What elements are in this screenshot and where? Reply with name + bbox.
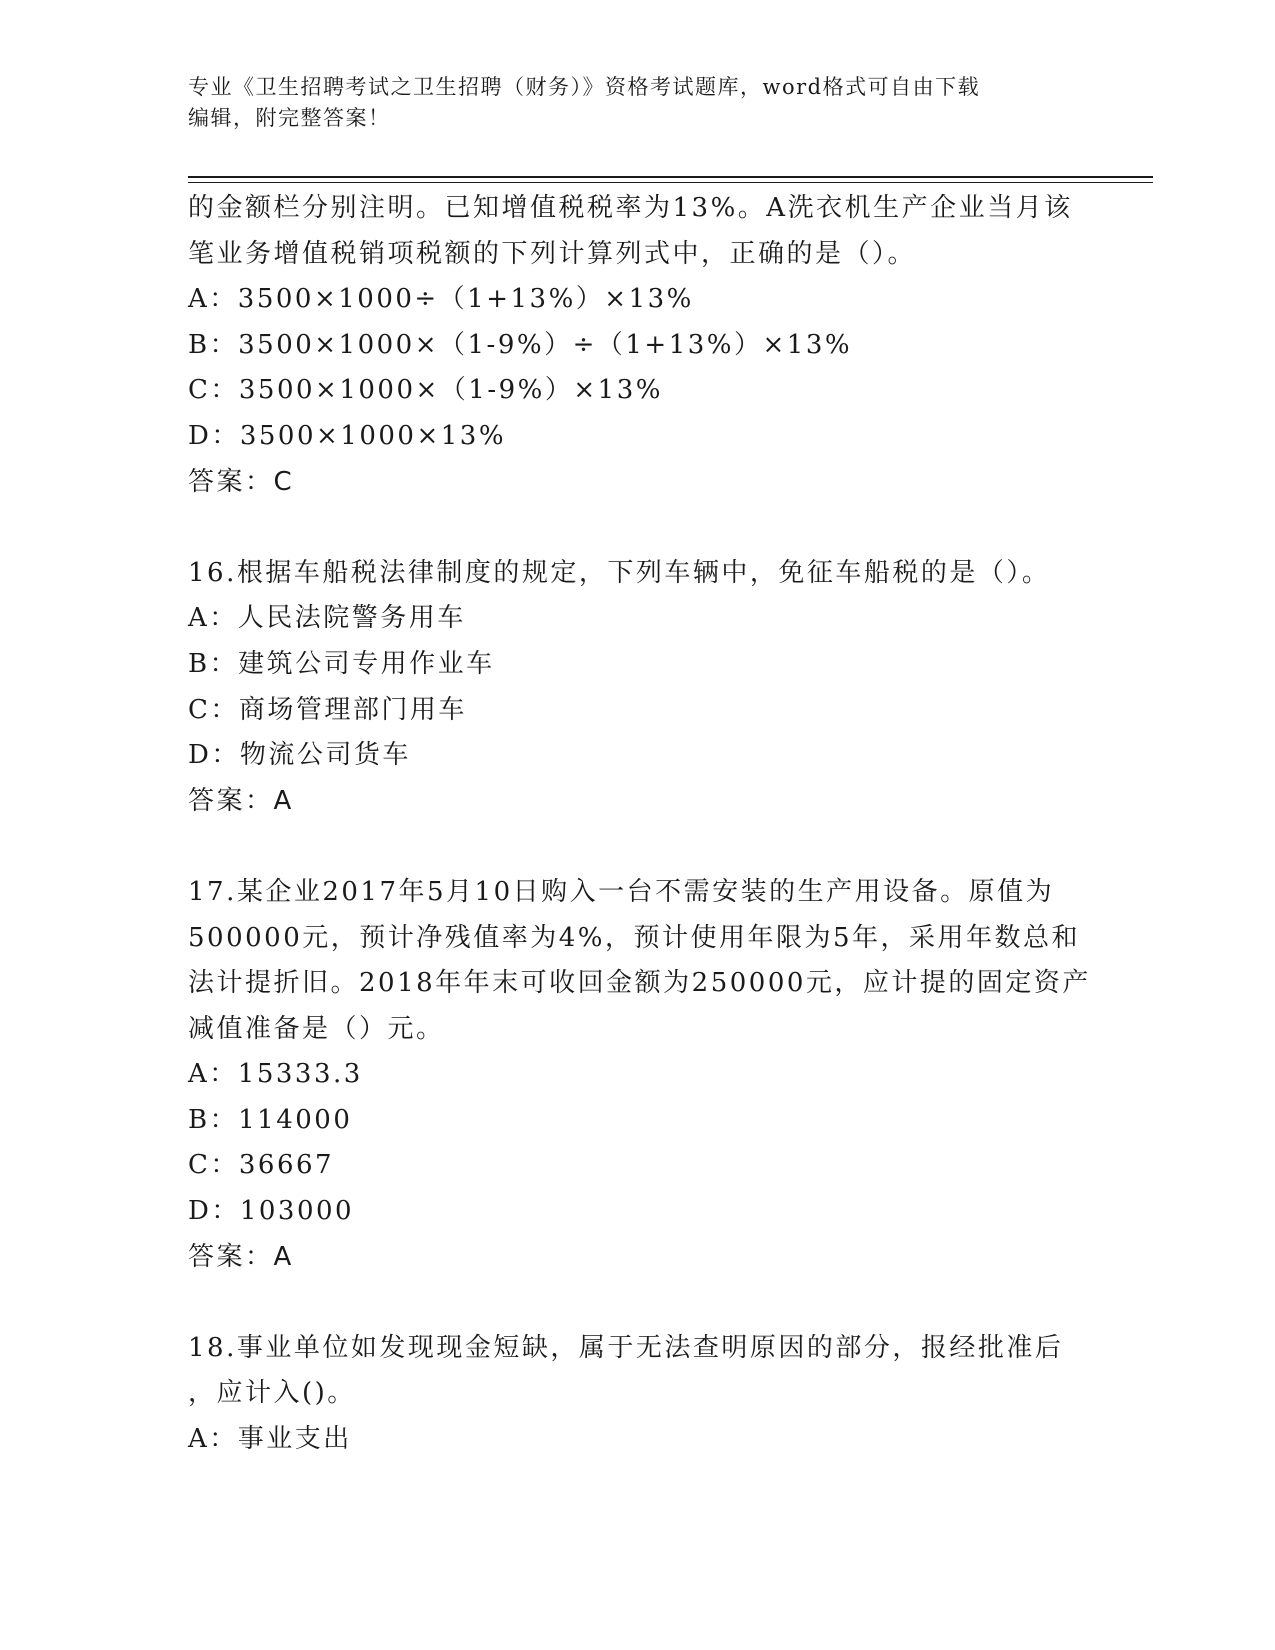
question-18 bbox=[188, 1326, 1088, 1463]
question-content bbox=[188, 186, 1091, 1463]
question-text: ，应计入()。 bbox=[188, 1378, 356, 1409]
header-rule-thick bbox=[188, 176, 1153, 178]
document-header bbox=[188, 72, 1088, 134]
question-text: 减值准备是（）元。 bbox=[188, 1013, 445, 1044]
option-c: C：商场管理部门用车 bbox=[188, 694, 467, 725]
option-b: B：建筑公司专用作业车 bbox=[188, 648, 495, 679]
option-c: C：36667 bbox=[188, 1150, 335, 1181]
option-c: C：3500×1000×（1-9%）×13% bbox=[188, 375, 663, 406]
question-17 bbox=[188, 870, 1091, 1280]
answer: 答案：A bbox=[188, 785, 294, 816]
question-15 bbox=[188, 186, 1088, 505]
option-a: A：人民法院警务用车 bbox=[188, 603, 466, 634]
header-line-1: 专业《卫生招聘考试之卫生招聘（财务）》资格考试题库，word格式可自由下载 bbox=[188, 75, 981, 99]
option-a: A：15333.3 bbox=[188, 1059, 363, 1090]
option-a: A：事业支出 bbox=[188, 1424, 352, 1455]
question-text: 500000元，预计净残值率为4%，预计使用年限为5年，采用年数总和 bbox=[188, 922, 1081, 953]
option-a: A：3500×1000÷（1+13%）×13% bbox=[188, 284, 694, 315]
question-text: 法计提折旧。2018年年末可收回金额为250000元，应计提的固定资产 bbox=[188, 968, 1091, 999]
option-b: B：3500×1000×（1-9%）÷（1+13%）×13% bbox=[188, 329, 853, 360]
question-text: 笔业务增值税销项税额的下列计算列式中，正确的是（）。 bbox=[188, 238, 917, 269]
option-b: B：114000 bbox=[188, 1104, 353, 1135]
question-text: 16.根据车船税法律制度的规定，下列车辆中，免征车船税的是（）。 bbox=[188, 557, 1051, 588]
header-line-2: 编辑，附完整答案！ bbox=[188, 106, 391, 130]
option-d: D：物流公司货车 bbox=[188, 740, 411, 771]
question-text: 17.某企业2017年5月10日购入一台不需安装的生产用设备。原值为 bbox=[188, 876, 1055, 907]
header-rule-thin bbox=[188, 182, 1153, 183]
answer: 答案：C bbox=[188, 466, 295, 497]
question-text: 18.事业单位如发现现金短缺，属于无法查明原因的部分，报经批准后 bbox=[188, 1332, 1064, 1363]
option-d: D：3500×1000×13% bbox=[188, 420, 507, 451]
question-16 bbox=[188, 551, 1088, 825]
answer: 答案：A bbox=[188, 1241, 294, 1272]
question-text: 的金额栏分别注明。已知增值税税率为13%。A洗衣机生产企业当月该 bbox=[188, 193, 1073, 223]
option-d: D：103000 bbox=[188, 1196, 355, 1227]
